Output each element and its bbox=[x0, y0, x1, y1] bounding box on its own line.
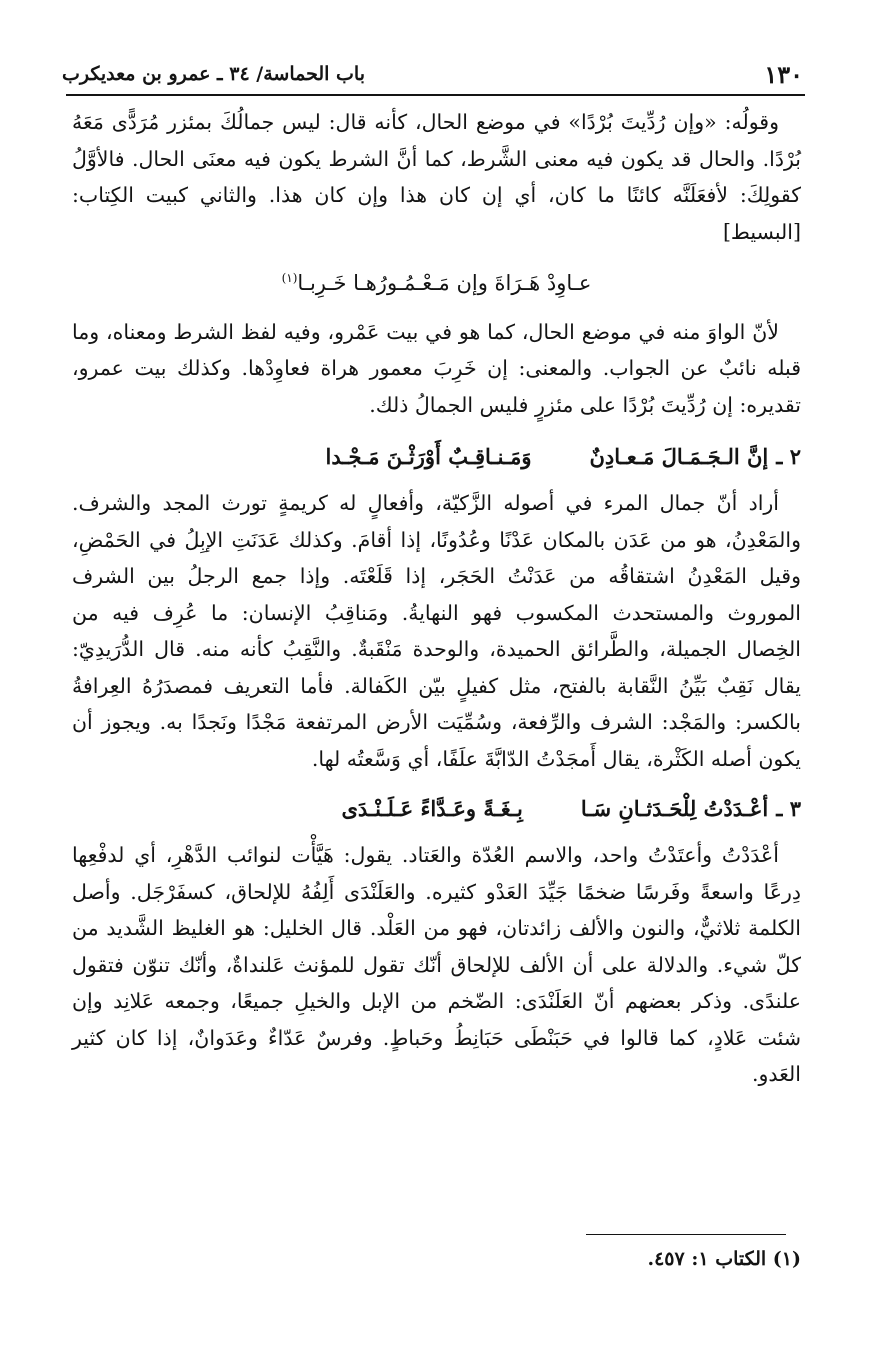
paragraph-4: أعْدَدْتُ وأعتَدْتُ واحد، والاسم العُدّة والعَتاد. يقول: هَيَّأْت لنوائب الدَّهْرِ، أي لدفْعِها دِرعًا واسعةً وفَرسًا ضخمًا جَيِّدَ العَدْو كثيره. والعَلَنْدَى أَلِفُهُ للإلحاق، كسفَرْجَل. وأصل الكلمة ثلاثيٌّ، والنون والألف زائدتان، فهو من العَلْد. قال الخليل: هو الغليظ الشَّديد من كلّ شيء. والدلالة على أن الألف للإلحاق أنّك تقول للمؤنث عَلنداةٌ، وأنّك تنوّن فتقول علندًى. وذكر بعضهم أنّ العَلَنْدَى: الضّخم من الإبل والخيلِ جميعًا، وجمعه عَلانِد وإن شئت عَلادٍ، كما قالوا في حَبَنْطَى حَبَانِطُ وحَباطٍ. وفرسٌ عَدّاءٌ وعَدَوانٌ، إذا كان كثير العَدو. bbox=[72, 843, 801, 1086]
page-body bbox=[72, 104, 801, 1093]
page-header bbox=[62, 56, 803, 92]
verse-2-number: ٢ ـ bbox=[776, 444, 801, 469]
verse-3-number: ٣ ـ bbox=[776, 796, 801, 821]
footnote-reference: (١) bbox=[281, 271, 298, 285]
header-rule bbox=[66, 94, 805, 96]
page-number: ١٣٠ bbox=[764, 59, 803, 89]
verse-3-hemistich-2: بِـغَـةً وعَـدَّاءً عَـلَـنْـدَى bbox=[341, 796, 523, 821]
verse-3 bbox=[72, 789, 801, 829]
quoted-verse bbox=[72, 260, 801, 302]
footnote-rule bbox=[586, 1234, 786, 1235]
paragraph-3: أراد أنّ جمال المرء في أصوله الزَّكيّة، وأفعالٍ له كريمةٍ تورث المجد والشرف. والمَعْدِنُ، هو من عَدَن بالمكان عَدْنًا وعُدُونًا، إذا أقامَ. وكذلك عَدَنَتِ الإبِلُ في الحَمْضِ، وقيل المَعْدِنُ اشتقاقُه من عَدَنْتُ الحَجَر، إذا قَلَعْتَه. وإذا جمع الرجلُ بين الشرف الموروث والمستحدث المكسوب فهو النهايةُ. ومَناقِبُ الإنسان: ما عُرِف فيه من الخِصال الجميلة، والطَّرائق الحميدة، والوحدة مَنْقَبةٌ. والنَّقِبُ كأنه منه. قال الدُّرَيدِيّ: يقال نَقِبٌ بَيِّنُ النَّقابة بالفتح، مثل كفيلٍ بيّن الكَفالة. فأما التعريف فمصدَرُهُ العِرافةُ بالكسر: والمَجْد: الشرف والرِّفعة، وسُمِّيَت الأرض المرتفعة مَجْدًا ونَجدًا به. ويجوز أن يكون أصله الكَثْرة، يقال أَمجَدْتُ الدّابَّةَ علَفًا، أي وَسَّعتُه لها. bbox=[72, 491, 801, 771]
paragraph-2: لأنّ الواوَ منه في موضع الحال، كما هو في بيت عَمْرو، وفيه لفظ الشرط ومعناه، وما قبله نائبٌ عن الجواب. والمعنى: إن خَرِبَ معمور هراة فعاوِدْها. وكذلك بيت عمرو، تقديره: إن رُدِّيتَ بُرْدًا على مئزرٍ فليس الجمالُ ذلك. bbox=[72, 319, 801, 417]
verse-2-hemistich-2: وَمَـنـاقِـبٌ أَوْرَثْـنَ مَـجْـدا bbox=[325, 444, 532, 469]
footnote: (١) الكتاب ١: ٤٥٧. bbox=[647, 1248, 801, 1270]
verse-3-hemistich-1: أعْـدَدْتُ لِلْحَـدَثـانِ سَـا bbox=[580, 796, 769, 821]
paragraph-1: وقولُه: «وإن رُدِّيتَ بُرْدًا» في موضع الحال، كأنه قال: ليس جمالُكَ بمئزر مُرَدًّى مَعَهُ بُرْدًا. والحال قد يكون فيه معنى الشَّرط، كما أنَّ الشرط يكون فيه معنَى الحال. فالأوَّلُ كقولِكَ: لأفعَلَنَّه كائنًا ما كان، أي إن كان هذا وإن كان هذا. والثاني كبيت الكِتاب: [البسيط] bbox=[72, 110, 801, 244]
verse-2 bbox=[72, 437, 801, 477]
running-head: باب الحماسة/ ٣٤ ـ عمرو بن معديكرب bbox=[62, 63, 366, 85]
verse-2-hemistich-1: إنَّ الـجَـمَـالَ مَـعـادِنٌ bbox=[589, 444, 769, 469]
quoted-verse-text: عـاوِدْ هَـرَاةَ وإن مَـعْـمُـورُهـا خَـرِبـا bbox=[297, 271, 592, 295]
